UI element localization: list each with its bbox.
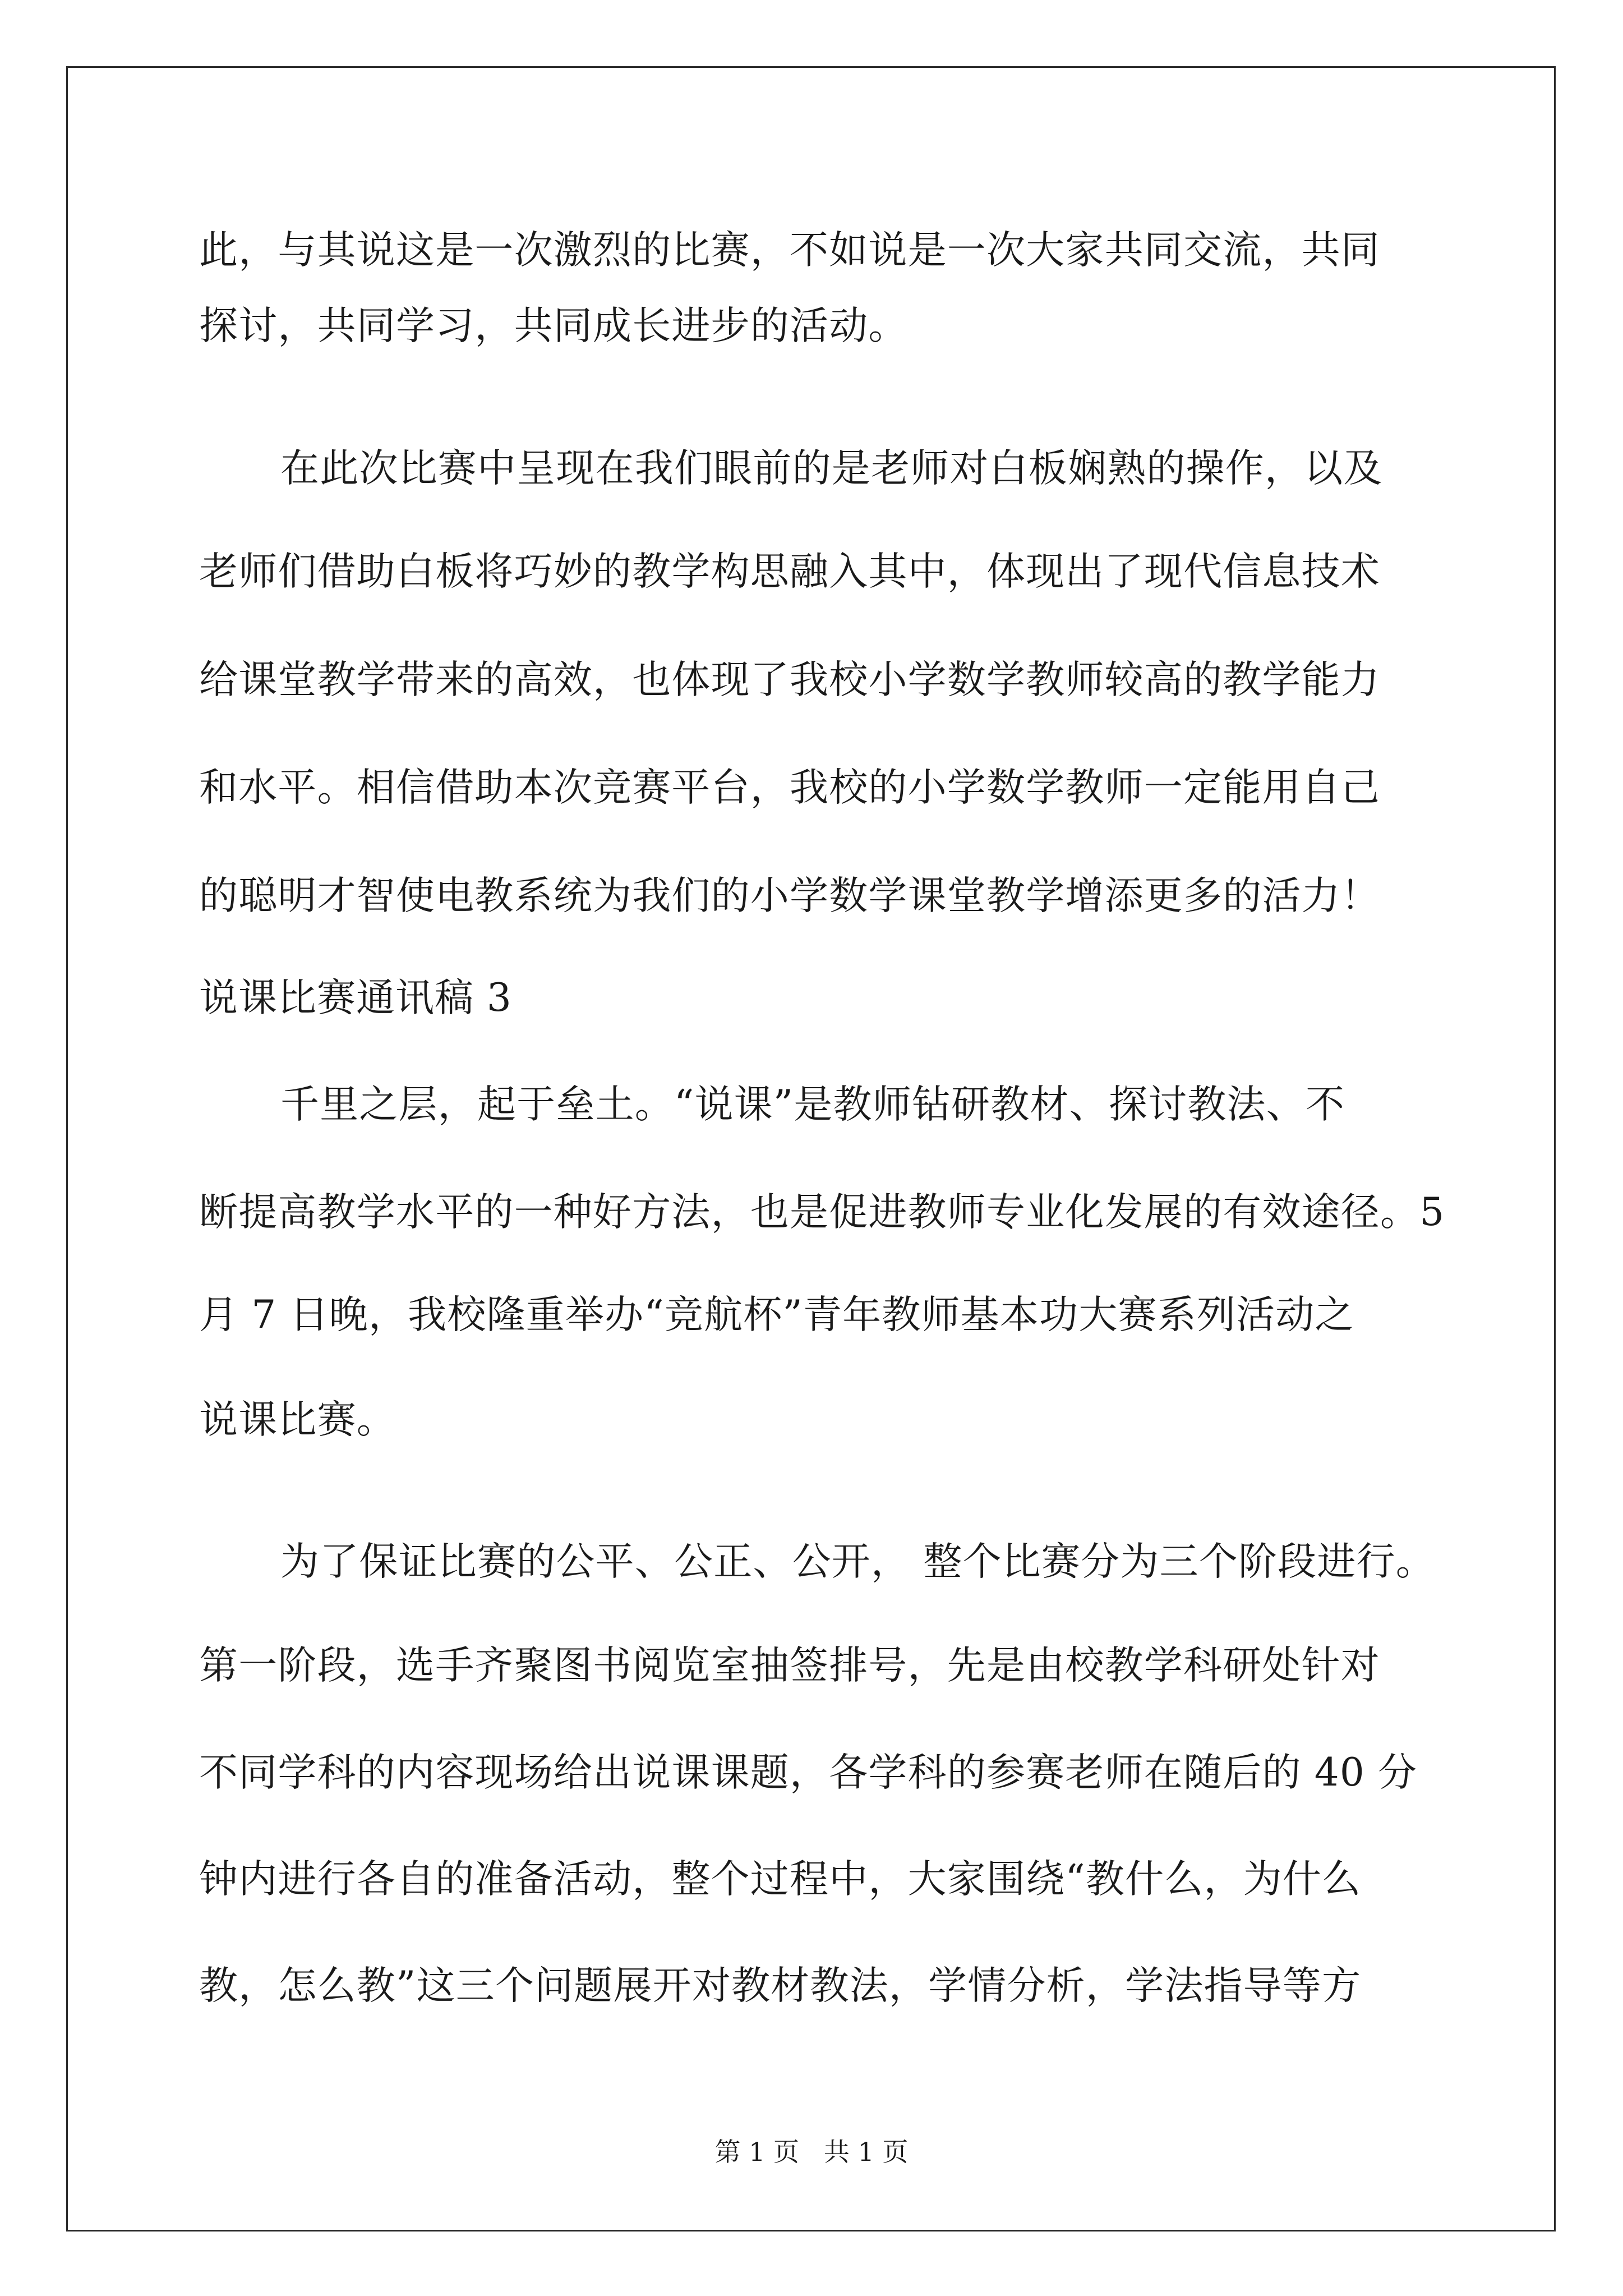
section-heading: 说课比赛通讯稿 3	[199, 976, 512, 1020]
paragraph-line: 和水平。相信借助本次竞赛平台，我校的小学数学教师一定能用自己	[199, 765, 1380, 810]
paragraph-line: 千里之层，起于垒土。“说课”是教师钻研教材、探讨教法、不	[280, 1082, 1345, 1127]
paragraph-line: 月 7 日晚，我校隆重举办“竞航杯”青年教师基本功大赛系列活动之	[199, 1292, 1354, 1337]
page-number-footer: 第 1 页 共 1 页	[714, 2137, 909, 2167]
paragraph-line: 说课比赛。	[199, 1397, 396, 1442]
paragraph-line: 此，与其说这是一次激烈的比赛，不如说是一次大家共同交流，共同	[199, 228, 1380, 273]
paragraph-line: 给课堂教学带来的高效，也体现了我校小学数学教师较高的教学能力	[199, 657, 1380, 702]
paragraph-line: 断提高教学水平的一种好方法，也是促进教师专业化发展的有效途径。5	[199, 1190, 1445, 1235]
paragraph-line: 不同学科的内容现场给出说课课题，各学科的参赛老师在随后的 40 分	[199, 1750, 1418, 1795]
paragraph-line: 为了保证比赛的公平、公正、公开， 整个比赛分为三个阶段进行。	[280, 1539, 1435, 1584]
paragraph-line: 老师们借助白板将巧妙的教学构思融入其中，体现出了现代信息技术	[199, 549, 1380, 594]
paragraph-line: 第一阶段，选手齐聚图书阅览室抽签排号，先是由校教学科研处针对	[199, 1643, 1380, 1688]
paragraph-line: 钟内进行各自的准备活动，整个过程中，大家围绕“教什么，为什么	[199, 1857, 1362, 1902]
paragraph-line: 在此次比赛中呈现在我们眼前的是老师对白板娴熟的操作，以及	[280, 446, 1383, 491]
page-border	[66, 66, 1556, 2231]
paragraph-line: 的聪明才智使电教系统为我们的小学数学课堂教学增添更多的活力！	[199, 873, 1380, 918]
paragraph-line: 教，怎么教”这三个问题展开对教材教法，学情分析，学法指导等方	[199, 1963, 1362, 2008]
paragraph-line: 探讨，共同学习，共同成长进步的活动。	[199, 303, 908, 348]
